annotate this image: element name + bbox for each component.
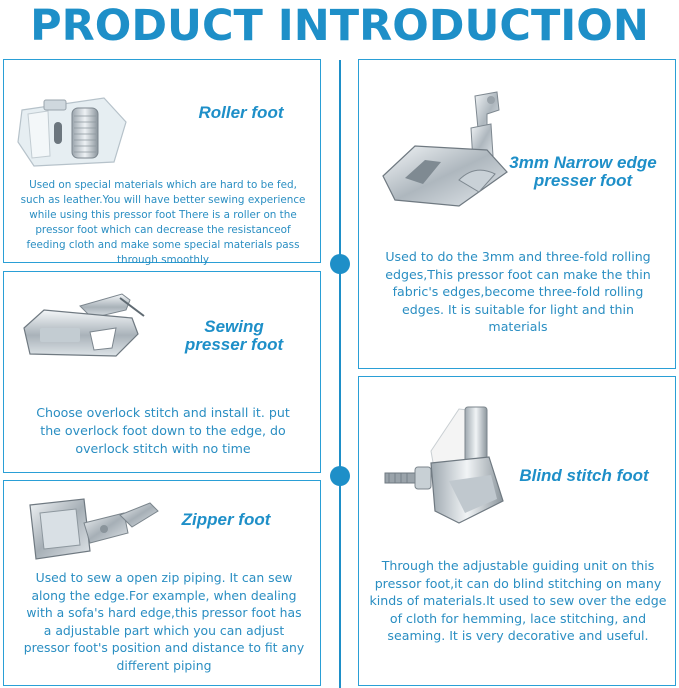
timeline-dot-lower <box>330 466 350 486</box>
zipper-foot-title: Zipper foot <box>181 510 271 529</box>
blind-stitch-foot-panel <box>358 376 676 686</box>
narrow-edge-presser-foot-image <box>375 88 515 218</box>
page-title: PRODUCT INTRODUCTION <box>30 1 649 51</box>
roller-foot-description: Used on special materials which are hard to be fed, such as leather.You will have better sewing experience while using this pressor foot There is a roller on the pressor foot which can decrease the resistanceof feeding cloth and make some special materials pass through smoothly <box>20 179 306 266</box>
blind-stitch-foot-description: Through the adjustable guiding unit on this pressor foot,it can do blind stitching on many kinds of materials.It used to sew over the edge of cloth for hemming, lace stitching, and seaming. It is very decorative and useful. <box>369 558 667 644</box>
timeline-dot-upper <box>330 254 350 274</box>
sewing-presser-foot-description: Choose overlock stitch and install it. put the overlock foot down to the edge, do overlock stitch with no time <box>36 405 290 456</box>
zipper-foot-image <box>24 493 164 569</box>
center-divider <box>339 60 341 688</box>
narrow-edge-presser-foot-panel <box>358 59 676 369</box>
blind-stitch-foot-image <box>379 401 509 531</box>
sewing-presser-foot-panel <box>3 271 321 473</box>
roller-foot-image <box>14 92 134 172</box>
sewing-presser-foot-title: Sewing presser foot <box>184 317 284 354</box>
narrow-edge-presser-foot-title: 3mm Narrow edge presser foot <box>509 153 657 190</box>
roller-foot-title: Roller foot <box>198 103 284 122</box>
blind-stitch-foot-title: Blind stitch foot <box>519 466 649 485</box>
zipper-foot-description: Used to sew a open zip piping. It can sew along the edge.For example, when dealing with a sofa's hard edge,this pressor foot has a adjustable part which you can adjust pressor foot's position and distance to fit any different piping <box>23 570 305 673</box>
sewing-presser-foot-image <box>20 288 150 370</box>
roller-foot-panel <box>3 59 321 266</box>
narrow-edge-presser-foot-description: Used to do the 3mm and three-fold rolling edges,This pressor foot can make the thin fabric's edges,become three-fold rolling edges. It is suitable for light and thin materials <box>385 249 651 334</box>
zipper-foot-panel <box>3 480 321 686</box>
